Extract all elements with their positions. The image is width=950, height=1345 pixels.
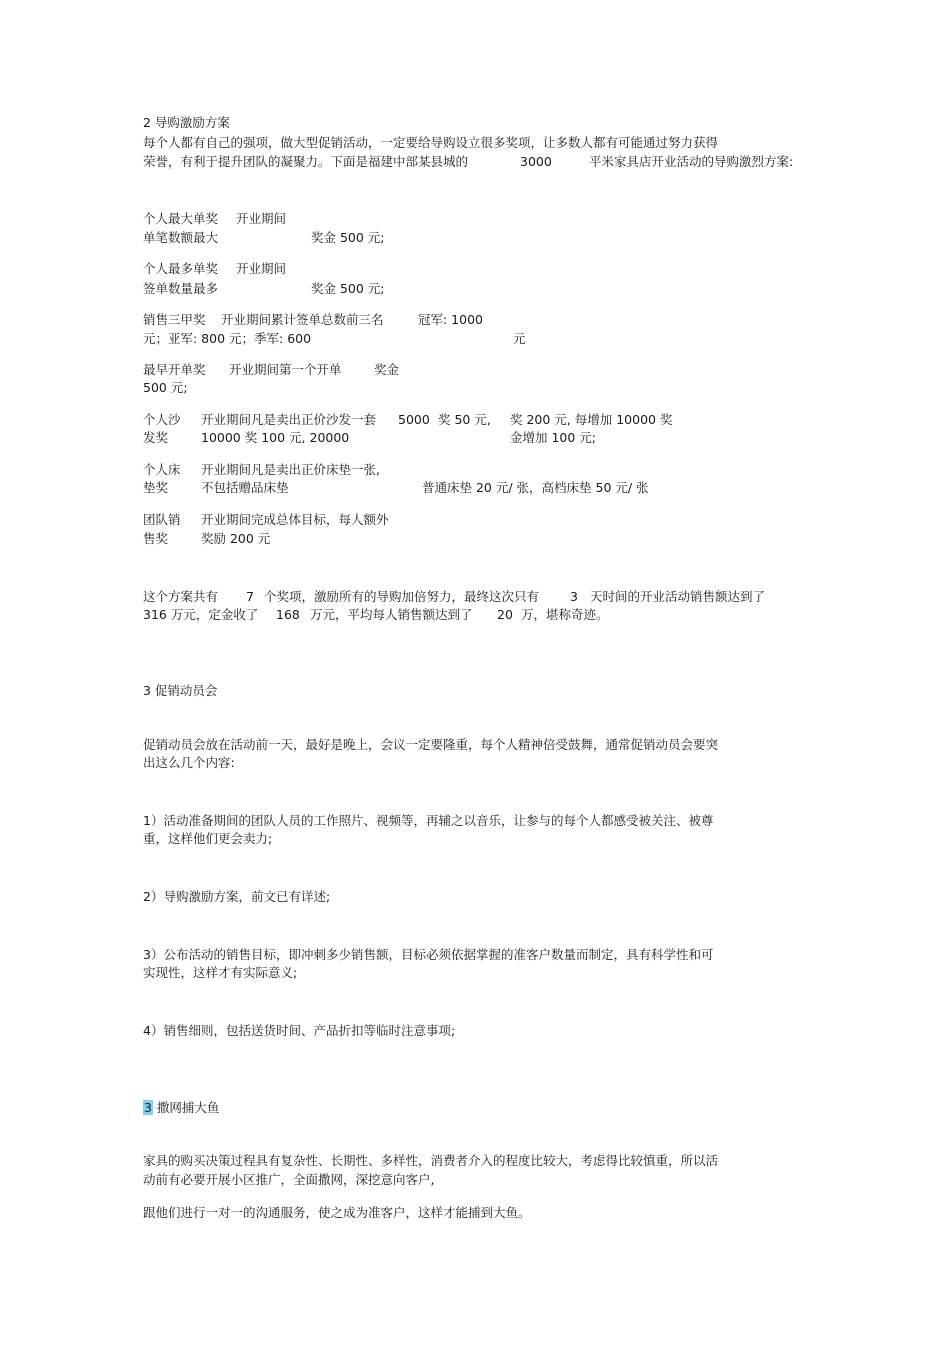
award-condition: 开业期间累计签单总数前三名 <box>221 312 384 327</box>
award-name-line1: 个人沙 <box>143 412 181 427</box>
award-period: 开业期间 <box>236 261 287 276</box>
summary-line1-end: 天时间的开业活动销售额达到了 <box>590 589 766 604</box>
section-4-heading <box>143 1100 219 1116</box>
section-4-para-line2: 动前有必要开展小区推广，全面撒网，深挖意向客户, <box>143 1172 435 1187</box>
summary-line1: 这个方案共有 <box>143 589 219 604</box>
award-condition-line1: 开业期间凡是卖出正价床垫一张, <box>201 462 380 477</box>
award-period: 开业期间 <box>236 211 287 226</box>
award-first-prize: 冠军: 1000 <box>418 312 483 327</box>
section-2-heading: 2 导购激励方案 <box>143 115 230 130</box>
highlighted-number: 3 <box>144 1100 152 1115</box>
list-item: 4）销售细则，包括送货时间、产品折扣等临时注意事项; <box>143 1023 456 1038</box>
section-4-heading-text: 撒网捕大鱼 <box>152 1100 220 1115</box>
award-condition-line1: 开业期间完成总体目标，每人额外 <box>201 512 389 527</box>
summary-avg-sales: 20 <box>497 607 513 622</box>
section-3-para-line1: 促销动员会放在活动前一天，最好是晚上，会议一定要隆重，每个人精神倍受鼓舞，通常促销动员会要突 <box>143 737 719 752</box>
award-threshold: 5000 <box>398 412 430 427</box>
award-name-line2: 售奖 <box>143 531 169 546</box>
award-name: 个人最大单奖 <box>143 211 219 226</box>
list-item: 2）导购激励方案，前文已有详述; <box>143 889 331 904</box>
award-prize-label: 奖金 <box>374 362 400 377</box>
award-unit: 元 <box>513 331 526 346</box>
award-name: 最早开单奖 <box>143 362 206 377</box>
section-3-para-line2: 出这么几个内容: <box>143 755 235 770</box>
award-condition-line2: 不包括赠品床垫 <box>201 480 289 495</box>
list-item-cont: 重，这样他们更会卖力; <box>143 831 273 846</box>
summary-line2-mid: 万元，平均每人销售额达到了 <box>310 607 473 622</box>
award-condition: 签单数量最多 <box>143 281 219 296</box>
section-2-intro-line1: 每个人都有自己的强项，做大型促销活动，一定要给导购设立很多奖项，让多数人都有可能通过努力获得 <box>143 135 719 150</box>
award-threshold-prize: 奖 50 元, <box>438 412 491 427</box>
award-condition-line2: 奖励 200 元 <box>201 531 271 546</box>
award-prize: 奖金 500 元; <box>311 281 385 296</box>
summary-line2-end: 万，堪称奇迹。 <box>521 607 609 622</box>
summary-days: 3 <box>570 589 578 604</box>
award-name: 销售三甲奖 <box>143 312 206 327</box>
award-name-line1: 团队销 <box>143 512 181 527</box>
list-item: 1）活动准备期间的团队人员的工作照片、视频等，再辅之以音乐，让参与的每个人都感受被关注、被尊 <box>143 813 714 828</box>
award-condition-line2: 10000 奖 100 元, 20000 <box>201 430 350 445</box>
summary-award-count: 7 <box>246 589 254 604</box>
summary-line2: 316 万元，定金收了 <box>143 607 259 622</box>
award-name-line2: 发奖 <box>143 430 169 445</box>
section-2-intro-area: 3000 <box>520 154 552 169</box>
award-name-line2: 垫奖 <box>143 480 169 495</box>
section-3-heading: 3 促销动员会 <box>143 683 218 698</box>
section-4-para-line3: 跟他们进行一对一的沟通服务，使之成为准客户，这样才能捕到大鱼。 <box>143 1205 531 1220</box>
award-name-line1: 个人床 <box>143 462 181 477</box>
award-condition-line1: 开业期间凡是卖出正价沙发一套 <box>201 412 377 427</box>
summary-deposit: 168 <box>276 607 300 622</box>
award-name: 个人最多单奖 <box>143 261 219 276</box>
award-prize: 普通床垫 20 元/ 张，高档床垫 50 元/ 张 <box>422 480 649 495</box>
list-item-cont: 实现性，这样才有实际意义; <box>143 965 298 980</box>
section-2-intro-line2: 荣誉，有利于提升团队的凝聚力。下面是福建中部某县城的 <box>143 154 469 169</box>
award-prize-value: 500 元; <box>143 380 188 395</box>
summary-line1-mid: 个奖项，激励所有的导购加倍努力，最终这次只有 <box>264 589 540 604</box>
award-prize: 奖金 500 元; <box>311 230 385 245</box>
award-second-third-prize: 元；亚军: 800 元；季军: 600 <box>143 331 312 346</box>
section-4-para-line1: 家具的购买决策过程具有复杂性、长期性、多样性，消费者介入的程度比较大，考虑得比较慎重，所以活 <box>143 1153 719 1168</box>
award-condition: 开业期间第一个开单 <box>229 362 342 377</box>
award-condition: 单笔数额最大 <box>143 230 219 245</box>
section-2-intro-line2-end: 平米家具店开业活动的导购激烈方案: <box>589 154 794 169</box>
award-extra-line1: 奖 200 元, 每增加 10000 奖 <box>510 412 673 427</box>
list-item: 3）公布活动的销售目标，即冲刺多少销售额，目标必须依据掌握的准客户数量而制定，具有科学性和可 <box>143 947 714 962</box>
award-extra-line2: 金增加 100 元; <box>510 430 597 445</box>
